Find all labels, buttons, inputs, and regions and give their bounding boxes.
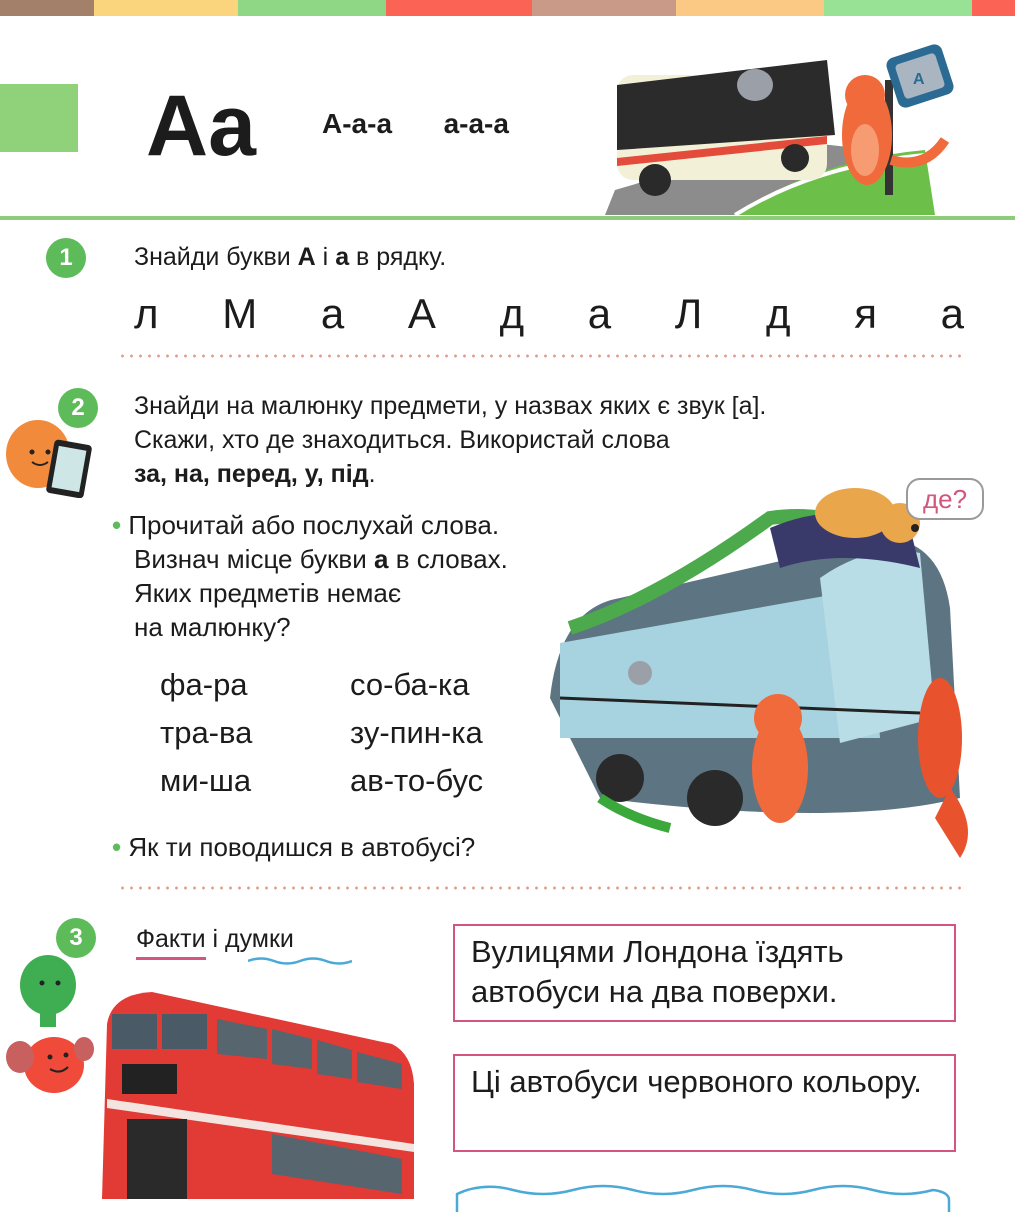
letter[interactable]: а <box>320 290 345 337</box>
syllable-words <box>160 664 550 802</box>
text: Визнач місце букви <box>134 544 374 574</box>
text: в словах. <box>388 544 508 574</box>
word: фа-ра <box>160 667 248 702</box>
letter-title: Аа <box>146 78 255 174</box>
red-double-decker-bus-illustration <box>92 984 422 1199</box>
bullet-dot: • <box>112 510 122 540</box>
prepositions: за, на, перед, у, під <box>134 460 369 488</box>
word: со-ба-ка <box>350 667 470 702</box>
task1-instruction <box>134 240 446 274</box>
bus-with-animals-illustration <box>540 468 1000 860</box>
stripe-segment <box>94 0 238 16</box>
task2-bullet1 <box>112 508 508 644</box>
letter[interactable]: а <box>587 290 612 337</box>
text: і <box>315 243 336 271</box>
stripe-segment <box>972 0 1015 16</box>
letter[interactable]: Л <box>674 290 703 337</box>
wavy-underline <box>248 956 352 966</box>
stripe-segment <box>0 0 94 16</box>
svg-text:А: А <box>913 71 925 88</box>
task-number-badge: 2 <box>58 388 98 428</box>
stripe-segment <box>386 0 532 16</box>
green-tab <box>0 84 78 152</box>
text: в рядку. <box>349 243 447 271</box>
letter[interactable]: М <box>222 290 258 337</box>
text: Як ти поводишся в автобусі? <box>128 832 476 862</box>
text: Яких предметів немає <box>134 578 402 608</box>
bold-letter: а <box>374 544 389 574</box>
bullet-dot: • <box>112 832 122 862</box>
color-stripe <box>0 0 1015 16</box>
letter[interactable]: А <box>407 290 436 337</box>
fact-card <box>453 924 956 1022</box>
text: Скажи, хто де знаходиться. Використай слова <box>134 426 670 454</box>
dotted-divider <box>118 886 964 890</box>
bold-letter: А <box>297 243 316 271</box>
letter[interactable]: л <box>134 290 159 337</box>
green-and-red-characters-icon <box>6 945 96 1105</box>
bus-stop-illustration <box>595 40 1005 215</box>
text: Знайди букви <box>134 243 298 271</box>
task2-bullet2 <box>112 830 475 864</box>
dotted-divider <box>118 354 964 358</box>
syllables: А-а-а а-а-а <box>322 108 509 139</box>
bold-letter: а <box>335 243 350 271</box>
fact-label: Факти <box>136 925 206 960</box>
task3-title <box>136 922 294 956</box>
text: Прочитай або послухай слова. <box>128 510 500 540</box>
word: зу-пин-ка <box>350 715 483 750</box>
letter[interactable]: а <box>940 290 964 337</box>
task-number-badge: 1 <box>46 238 86 278</box>
letter-row <box>134 290 964 338</box>
stripe-segment <box>676 0 824 16</box>
text: на малюнку? <box>134 612 291 642</box>
fact-text: Вулицями Лондона їздять автобуси на два поверхи. <box>471 934 844 1009</box>
letter[interactable]: я <box>854 290 877 337</box>
header-divider <box>0 216 1015 220</box>
word: ав-то-бус <box>350 763 484 798</box>
word: тра-ва <box>160 715 253 750</box>
letter[interactable]: д <box>499 290 525 337</box>
stripe-segment <box>532 0 676 16</box>
text: Знайди на малюнку предмети, у назвах яких є звук [а]. <box>134 392 767 420</box>
fact-text: Ці автобуси червоного кольору. <box>471 1064 922 1099</box>
stripe-segment <box>238 0 386 16</box>
text: і <box>205 925 225 953</box>
letter[interactable]: д <box>766 290 791 337</box>
task-number-badge: 3 <box>56 918 96 958</box>
speech-bubble: де? <box>906 478 984 520</box>
text: . <box>368 460 376 488</box>
opinion-label: думки <box>225 925 294 953</box>
opinion-card-wavy-border <box>453 1172 953 1212</box>
word: ми-ша <box>160 763 252 798</box>
fact-card <box>453 1054 956 1152</box>
stripe-segment <box>824 0 972 16</box>
